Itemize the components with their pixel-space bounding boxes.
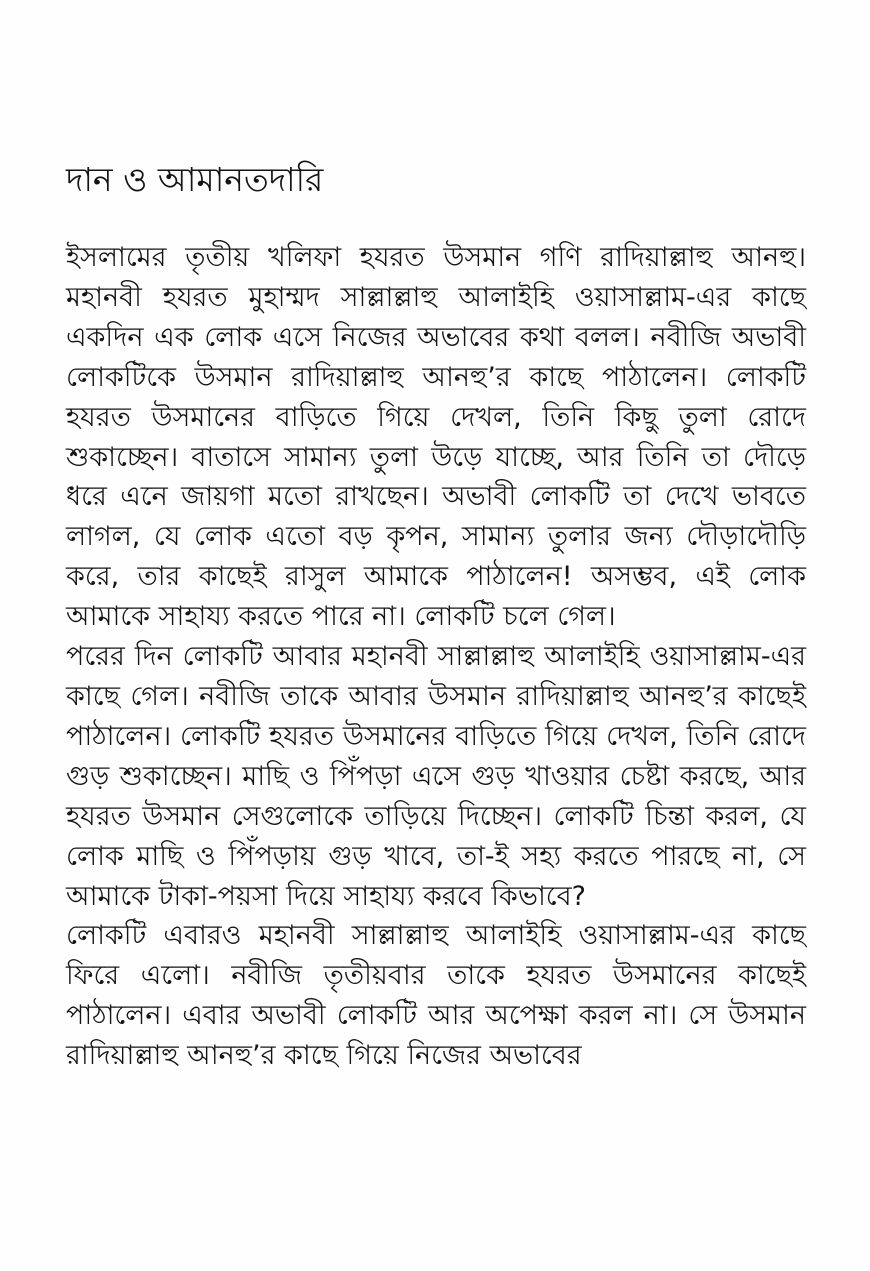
body-text [66, 238, 806, 1076]
paragraph-2: পরের দিন লোকটি আবার মহানবী সাল্লাল্লাহু আলাইহি ওয়াসাল্লাম-এর কাছে গেল। নবীজি তাকে আবার উসমান রাদিয়াল্লাহু আনহু’র কাছেই পাঠালেন। লোকটি হযরত উসমানের বাড়িতে গিয়ে দেখল, তিনি রোদে গুড় শুকাচ্ছেন। মাছি ও পিঁপড়া এসে গুড় খাওয়ার চেষ্টা করছে, আর হযরত উসমান সেগুলোকে তাড়িয়ে দিচ্ছেন। লোকটি চিন্তা করল, যে লোক মাছি ও পিঁপড়ায় গুড় খাবে, তা-ই সহ্য করতে পারছে না, সে আমাকে টাকা-পয়সা দিয়ে সাহায্য করবে কিভাবে? [66, 641, 806, 912]
paragraph-1: ইসলামের তৃতীয় খলিফা হযরত উসমান গণি রাদিয়াল্লাহু আনহু। মহানবী হযরত মুহাম্মদ সাল্লাল্লাহু আলাইহি ওয়াসাল্লাম-এর কাছে একদিন এক লোক এসে নিজের অভাবের কথা বলল। নবীজি অভাবী লোকটিকে উসমান রাদিয়াল্লাহু আনহু’র কাছে পাঠালেন। লোকটি হযরত উসমানের বাড়িতে গিয়ে দেখল, তিনি কিছু তুলা রোদে শুকাচ্ছেন। বাতাসে সামান্য তুলা উড়ে যাচ্ছে, আর তিনি তা দৌড়ে ধরে এনে জায়গা মতো রাখছেন। অভাবী লোকটি তা দেখে ভাবতে লাগল, যে লোক এতো বড় কৃপন, সামান্য তুলার জন্য দৌড়াদৌড়ি করে, তার কাছেই রাসুল আমাকে পাঠালেন! অসম্ভব, এই লোক আমাকে সাহায্য করতে পারে না। লোকটি চলে গেল। [66, 242, 806, 633]
paragraph-3: লোকটি এবারও মহানবী সাল্লাল্লাহু আলাইহি ওয়াসাল্লাম-এর কাছে ফিরে এলো। নবীজি তৃতীয়বার তাকে হযরত উসমানের কাছেই পাঠালেন। এবার অভাবী লোকটি আর অপেক্ষা করল না। সে উসমান রাদিয়াল্লাহু আনহু’র কাছে গিয়ে নিজের অভাবের [66, 920, 806, 1072]
page-title: দান ও আমানতদারি [66, 160, 324, 199]
